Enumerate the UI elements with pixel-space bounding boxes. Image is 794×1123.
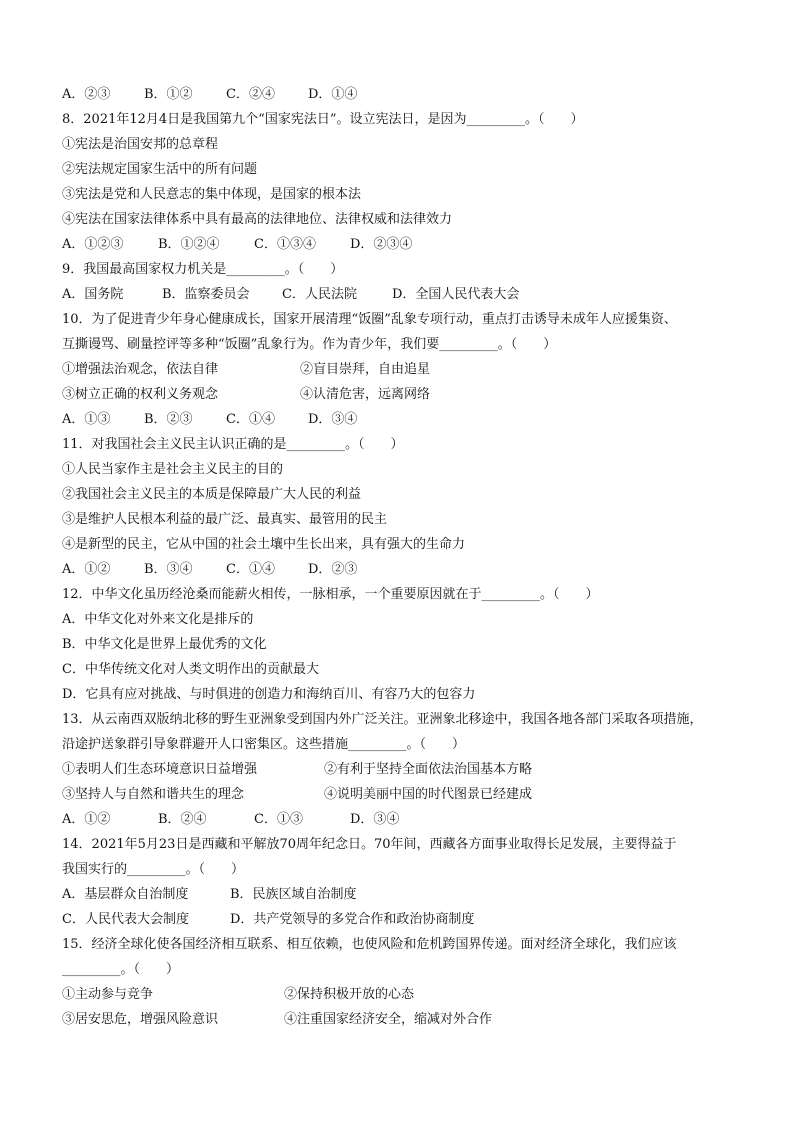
q8-stem: 8．2021年12月4日是我国第九个“国家宪法日”。设立宪法日，是因为_________。（ ） [62, 112, 584, 127]
q10-option-d: D．③④ [308, 412, 358, 427]
q12-option-c: C．中华传统文化对人类文明作出的贡献最大 [62, 662, 319, 677]
q13-option-c: C．①③ [254, 812, 303, 827]
q8-statement-4: ④宪法在国家法律体系中具有最高的法律地位、法律权威和法律效力 [62, 212, 453, 227]
q10-statement-2: ②盲目崇拜，自由追星 [300, 362, 431, 377]
q14-stem-line-1: 14．2021年5月23日是西藏和平解放70周年纪念日。70年间，西藏各方面事业取得长足发展，主要得益于 [62, 837, 677, 852]
q12-stem: 12．中华文化虽历经沧桑而能薪火相传，一脉相承，一个重要原因就在于_________。（ ） [62, 587, 599, 602]
q10-statements-row-1 [62, 357, 742, 382]
q13-statement-1: ①表明人们生态环境意识日益增强 [62, 762, 258, 777]
q8-option-c: C．①③④ [254, 237, 316, 252]
q11-statement-2: ②我国社会主义民主的本质是保障最广大人民的利益 [62, 487, 362, 502]
q15-statement-4: ④注重国家经济安全，缩减对外合作 [284, 1012, 493, 1027]
q8-options [62, 232, 742, 257]
q13-option-b: B．②④ [158, 812, 207, 827]
q14-options-row-2 [62, 907, 742, 932]
q10-statements-row-2 [62, 382, 742, 407]
q13-statements-row-2 [62, 782, 742, 807]
q13-statement-2: ②有利于坚持全面依法治国基本方略 [324, 762, 533, 777]
q13-stem-line-2: 沿途护送象群引导象群避开人口密集区。这些措施_________。（ ） [62, 737, 466, 752]
q14-options-row-1 [62, 882, 742, 907]
q8-option-a: A．①②③ [62, 237, 124, 252]
q13-statement-4: ④说明美丽中国的时代图景已经建成 [324, 787, 533, 802]
q13-statements-row-1 [62, 757, 742, 782]
q11-option-c: C．①④ [226, 562, 275, 577]
q10-statement-4: ④认清危害，远离网络 [300, 387, 431, 402]
q10-statement-3: ③树立正确的权利义务观念 [62, 387, 219, 402]
q9-option-b: B．监察委员会 [162, 287, 250, 302]
q9-options [62, 282, 742, 307]
q11-option-b: B．③④ [144, 562, 193, 577]
q13-option-a: A．①② [62, 812, 111, 827]
q11-option-a: A．①② [62, 562, 111, 577]
q12-option-d: D．它具有应对挑战、与时俱进的创造力和海纳百川、有容乃大的包容力 [62, 687, 476, 702]
q7-option-b: B．①② [144, 87, 193, 102]
q10-stem-line-2: 互撕谩骂、刷量控评等多种“饭圈”乱象行为。作为青少年，我们要_________。（ ） [62, 337, 557, 352]
q15-statement-1: ①主动参与竞争 [62, 987, 154, 1002]
q8-statement-2: ②宪法规定国家生活中的所有问题 [62, 162, 258, 177]
q10-stem-line-1: 10．为了促进青少年身心健康成长，国家开展清理“饭圈”乱象专项行动，重点打击诱导未成年人应援集资、 [62, 312, 677, 327]
q13-option-d: D．③④ [350, 812, 400, 827]
q12-option-a: A．中华文化对外来文化是排斥的 [62, 612, 254, 627]
q10-option-b: B．②③ [144, 412, 193, 427]
q11-statement-1: ①人民当家作主是社会主义民主的目的 [62, 462, 284, 477]
q9-option-a: A．国务院 [62, 287, 124, 302]
q11-statement-3: ③是维护人民根本利益的最广泛、最真实、最管用的民主 [62, 512, 388, 527]
q7-option-a: A．②③ [62, 87, 111, 102]
q15-statements-row-1 [62, 982, 742, 1007]
q7-options [62, 82, 742, 107]
q15-statements-row-2 [62, 1007, 742, 1032]
q13-statement-3: ③坚持人与自然和谐共生的理念 [62, 787, 245, 802]
q8-statement-1: ①宪法是治国安邦的总章程 [62, 137, 219, 152]
q14-stem-line-2: 我国实行的_________。（ ） [62, 862, 245, 877]
q15-statement-2: ②保持积极开放的心态 [284, 987, 415, 1002]
q10-statement-1: ①增强法治观念，依法自律 [62, 362, 219, 377]
q12-option-b: B．中华文化是世界上最优秀的文化 [62, 637, 267, 652]
q11-options [62, 557, 742, 582]
q8-option-d: D．②③④ [350, 237, 413, 252]
q13-options [62, 807, 742, 832]
q10-options [62, 407, 742, 432]
exam-page [62, 82, 742, 1032]
q8-statement-3: ③宪法是党和人民意志的集中体现，是国家的根本法 [62, 187, 362, 202]
q11-option-d: D．②③ [308, 562, 358, 577]
q9-stem: 9．我国最高国家权力机关是_________。（ ） [62, 262, 344, 277]
q14-option-c: C．人民代表大会制度 [62, 912, 189, 927]
q7-option-c: C．②④ [226, 87, 275, 102]
q14-option-a: A．基层群众自治制度 [62, 887, 189, 902]
q14-option-d: D．共产党领导的多党合作和政治协商制度 [230, 912, 475, 927]
q14-option-b: B．民族区域自治制度 [230, 887, 357, 902]
q15-stem-line-1: 15．经济全球化使各国经济相互联系、相互依赖，也使风险和危机跨国界传递。面对经济全球化，我们应该 [62, 937, 677, 952]
q11-statement-4: ④是新型的民主，它从中国的社会土壤中生长出来，具有强大的生命力 [62, 537, 466, 552]
q7-option-d: D．①④ [308, 87, 358, 102]
q9-option-d: D．全国人民代表大会 [392, 287, 520, 302]
q15-statement-3: ③居安思危，增强风险意识 [62, 1012, 219, 1027]
q10-option-a: A．①③ [62, 412, 111, 427]
q13-stem-line-1: 13．从云南西双版纳北移的野生亚洲象受到国内外广泛关注。亚洲象北移途中，我国各地各部门采取各项措施， [62, 712, 703, 727]
q10-option-c: C．①④ [226, 412, 275, 427]
q11-stem: 11．对我国社会主义民主认识正确的是_________。（ ） [62, 437, 404, 452]
q9-option-c: C．人民法院 [282, 287, 357, 302]
q8-option-b: B．①②④ [158, 237, 220, 252]
q15-stem-line-2: _________。（ ） [62, 962, 180, 977]
